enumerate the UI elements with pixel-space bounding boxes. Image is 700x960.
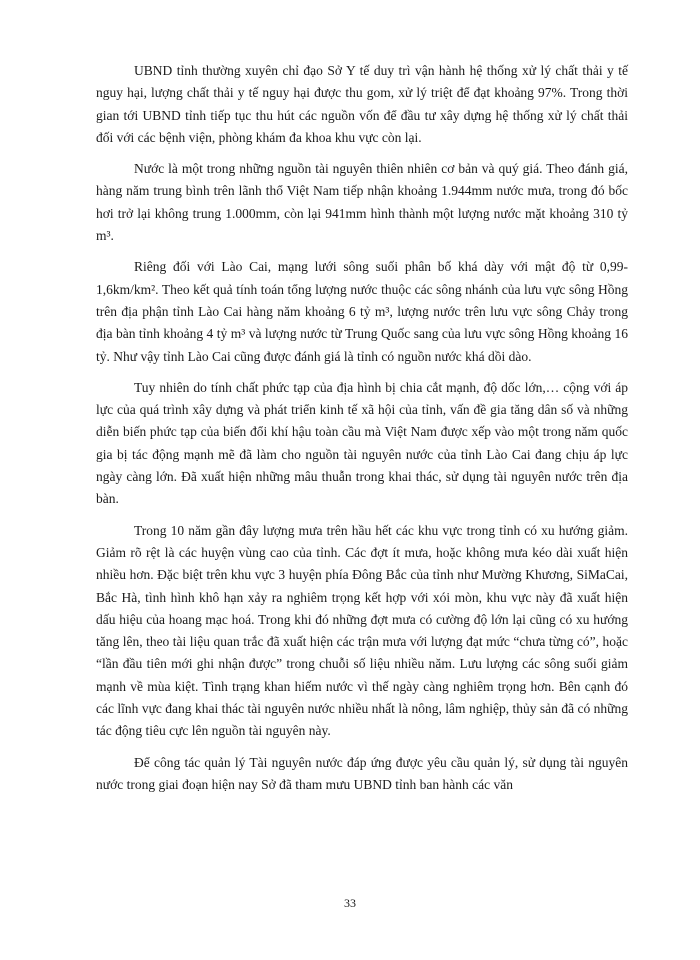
paragraph-pressure-on-water: Tuy nhiên do tính chất phức tạp của địa hình bị chia cắt mạnh, độ dốc lớn,… cộng với áp lực của quá trình xây dựng và phát triển kinh tế xã hội của tỉnh, vấn đề gia tăng dân số và những diễn biến phức tạp của biến đổi khí hậu toàn cầu mà Việt Nam được xếp vào một trong năm quốc gia bị tác động mạnh mẽ đã làm cho nguồn tài nguyên nước của tỉnh Lào Cai đang chịu áp lực ngày càng lớn. Đã xuất hiện những mâu thuẫn trong khai thác, sử dụng tài nguyên nước trên địa bàn.	[96, 379, 628, 507]
paragraph-management: Để công tác quản lý Tài nguyên nước đáp ứng được yêu cầu quản lý, sử dụng tài nguyên nước trong giai đoạn hiện nay Sở đã tham mưu UBND tỉnh ban hành các văn	[96, 754, 628, 792]
paragraph-medical-waste: UBND tỉnh thường xuyên chỉ đạo Sở Y tế duy trì vận hành hệ thống xử lý chất thải y tế nguy hại, lượng chất thải y tế nguy hại được thu gom, xử lý triệt để đạt khoảng 97%. Trong thời gian tới UBND tỉnh tiếp tục thu hút các nguồn vốn để đầu tư xây dựng hệ thống xử lý chất thải đối với các bệnh viện, phòng khám đa khoa khu vực còn lại.	[96, 63, 628, 145]
document-body	[96, 60, 628, 805]
page-number: 33	[344, 896, 356, 910]
paragraph-water-resources: Nước là một trong những nguồn tài nguyên thiên nhiên cơ bản và quý giá. Theo đánh giá, hàng năm trung bình trên lãnh thổ Việt Nam tiếp nhận khoảng 1.944mm nước mưa, trong đó bốc hơi trở lại không trung 1.000mm, còn lại 941mm hình thành một lượng nước mặt khoảng 310 tỷ m³.	[96, 161, 628, 244]
paragraph-rainfall-trends: Trong 10 năm gần đây lượng mưa trên hầu hết các khu vực trong tỉnh có xu hướng giảm. Giảm rõ rệt là các huyện vùng cao của tỉnh. Các đợt ít mưa, hoặc không mưa kéo dài xuất hiện nhiều hơn. Đặc biệt trên khu vực 3 huyện phía Đông Bắc của tỉnh như Mường Khương, SiMaCai, Bắc Hà, tình hình khô hạn xảy ra nghiêm trọng kết hợp với xói mòn, khu vực này đã xuất hiện dấu hiệu của hoang mạc hoá. Trong khi đó những đợt mưa có cường độ lớn lại cũng có xu hướng tăng lên, theo tài liệu quan trắc đã xuất hiện các trận mưa với lượng đạt mức “chưa từng có”, hoặc “lần đầu tiên mới ghi nhận được” trong chuỗi số liệu nhiều năm. Lưu lượng các sông suối giảm mạnh về mùa kiệt. Tình trạng khan hiếm nước vì thế ngày càng nghiêm trọng hơn. Bên cạnh đó các lĩnh vực đang khai thác tài nguyên nước nhiều nhất là nông, lâm nghiệp, thủy sản đã có những tác động tiêu cực lên nguồn tài nguyên này.	[96, 522, 628, 739]
paragraph-lao-cai-rivers: Riêng đối với Lào Cai, mạng lưới sông suối phân bố khá dày với mật độ từ 0,99-1,6km/km². Theo kết quả tính toán tổng lượng nước thuộc các sông nhánh của lưu vực sông Hồng trên địa phận tỉnh Lào Cai hàng năm khoảng 6 tỷ m³, lượng nước trên lưu vực sông Chảy trong địa bàn tỉnh khoảng 4 tỷ m³ và lượng nước từ Trung Quốc sang của lưu vực sông Hồng khoảng 16 tỷ. Như vậy tỉnh Lào Cai cũng được đánh giá là tỉnh có nguồn nước khá dồi dào.	[96, 259, 628, 364]
